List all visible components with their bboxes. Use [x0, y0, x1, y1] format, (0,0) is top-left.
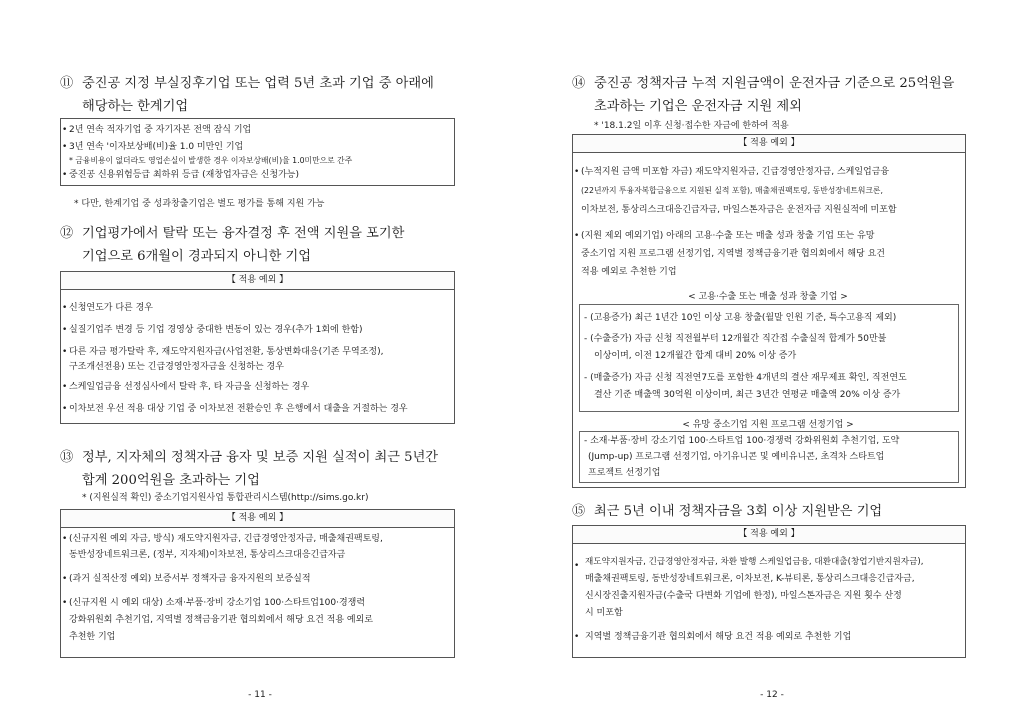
section-12-box [60, 271, 455, 424]
box-line: 중진공 신용위험등급 최하위 등급 (재창업자금은 신청가능) [69, 170, 299, 180]
list-item-continued: 이차보전, 통상리스크대응긴급자금, 마일스톤자금은 운전자금 지원실적에 미포함 [581, 205, 897, 215]
section-number: ⑮ [572, 504, 586, 519]
sub-item-continued: 프로젝트 선정기업 [588, 468, 661, 478]
box-title: 【 적용 예외 】 [61, 510, 454, 528]
section-title-line-1: 정부, 지자체의 정책자금 융자 및 보증 지원 실적이 최근 5년간 [82, 450, 439, 465]
section-title-line-1: 최근 5년 이내 정책자금을 3회 이상 지원받은 기업 [594, 504, 883, 519]
page-12 [572, 0, 972, 724]
bullet-icon: • [62, 125, 68, 135]
list-item: 이차보전 우선 적용 대상 기업 중 이차보전 전환승인 후 은행에서 대출을 거절하는 경우 [69, 404, 408, 414]
section-11-note: * 다만, 한계기업 중 성과창출기업은 별도 평가를 통해 지원 가능 [74, 199, 325, 209]
sub-item: - (매출증가) 자금 신청 직전연7도를 포함한 4개년의 결산 재무제표 확인, 직전연도 [584, 373, 907, 383]
bullet-icon: • [62, 382, 68, 392]
list-item-continued: 중소기업 지원 프로그램 선정기업, 지역별 정책금융기관 협의회에서 해당 요건 [581, 249, 885, 259]
sub-box-2 [579, 431, 959, 483]
section-title-line-2: 기업으로 6개월이 경과되지 아니한 기업 [82, 249, 311, 264]
box-line: 3년 연속 '이자보상배(비)율 1.0 미만인 기업 [69, 142, 244, 152]
section-title-line-1: 중진공 지정 부실징후기업 또는 업력 5년 초과 기업 중 아래에 [82, 76, 434, 91]
list-item: (누적지원 금액 미포함 자금) 재도약지원자금, 긴급경영안정자금, 스케일업금융 [581, 167, 890, 177]
bullet-icon: • [574, 561, 580, 571]
section-title-line-2: 초과하는 기업은 운전자금 지원 제외 [594, 99, 802, 114]
section-title-line-2: 해당하는 한계기업 [82, 99, 189, 114]
page-11 [60, 0, 460, 724]
list-item-continued: 시 미포함 [585, 608, 623, 618]
section-number: ⑪ [60, 76, 74, 91]
bullet-icon: • [62, 142, 68, 152]
list-item-continued: 신시장진출지원자금(수출국 다변화 기업에 한정), 마일스톤자금은 지원 횟수 산정 [585, 591, 902, 601]
section-11-heading [60, 72, 460, 118]
sub-item: - 소재·부품·장비 강소기업 100·스타트업 100·경쟁력 강화위원회 추천기업, 도약 [584, 436, 900, 446]
bullet-icon: • [62, 347, 68, 357]
bullet-icon: • [62, 404, 68, 414]
section-14-heading [572, 72, 972, 118]
list-item-continued: 추천한 기업 [69, 632, 116, 642]
section-title-line-2: 합계 200억원을 초과하는 기업 [82, 473, 260, 488]
list-item-continued: 동반성장네트워크론, (정부, 지자체)이차보전, 통상리스크대응긴급자금 [69, 550, 346, 560]
section-number: ⑬ [60, 450, 74, 465]
section-14-box [572, 134, 966, 488]
list-item-continued: 강화위원회 추천기업, 지역별 정책금융기관 협의회에서 해당 요건 적용 예외로 [69, 615, 373, 625]
section-12-heading [60, 222, 460, 268]
list-item: 스케일업금융 선정심사에서 탈락 후, 타 자금을 신청하는 경우 [69, 382, 310, 392]
sub-item-continued: (Jump-up) 프로그램 선정기업, 아기유니콘 및 예비유니콘, 초격차 스타트업 [588, 452, 885, 462]
page-number: - 12 - [760, 690, 784, 700]
sub-item-continued: 이상이며, 이전 12개월간 합계 대비 20% 이상 증가 [594, 351, 797, 361]
bullet-icon: • [574, 231, 580, 241]
list-item: 신청연도가 다른 경우 [69, 303, 153, 313]
bullet-icon: • [574, 167, 580, 177]
bullet-icon: • [62, 534, 68, 544]
list-item: 실질기업주 변경 등 기업 경영상 중대한 변동이 있는 경우(추가 1회에 한함) [69, 325, 363, 335]
bullet-icon: • [62, 170, 68, 180]
sub-box-2-title-row [579, 415, 957, 431]
bullet-icon: • [62, 598, 68, 608]
section-number: ⑭ [572, 76, 586, 91]
sub-box-title: < 유망 중소기업 지원 프로그램 선정기업 > [682, 420, 854, 430]
section-title-line-1: 기업평가에서 탈락 또는 융자결정 후 전액 지원을 포기한 [82, 226, 405, 241]
section-15-heading [572, 500, 972, 523]
section-15-box [572, 525, 966, 658]
list-item-continued: (22년까지 투융자복합금융으로 지원된 실적 포함), 매출채권팩토링, 동반성장네트워크론, [581, 186, 883, 195]
list-item: (신규지원 시 예외 대상) 소재·부품·장비 강소기업 100·스타트업100·경쟁력 [69, 598, 366, 608]
list-item: 다른 자금 평가탈락 후, 재도약지원자금(사업전환, 통상변화대응(기존 무역조정), [69, 347, 384, 357]
list-item-continued: 매출채권팩토링, 동반성장네트워크론, 이차보전, K-뷰티론, 통상리스크대응긴급자금, [585, 574, 915, 584]
list-item: (지원 제외 예외기업) 아래의 고용·수출 또는 매출 성과 창출 기업 또는 유망 [581, 231, 875, 241]
sub-item-continued: 결산 기준 매출액 30억원 이상이며, 최근 3년간 연평균 매출액 20% 이상 증가 [594, 390, 901, 400]
section-number: ⑫ [60, 226, 74, 241]
box-line: 2년 연속 적자기업 중 자기자본 전액 잠식 기업 [69, 125, 252, 135]
section-title-line-1: 중진공 정책자금 누적 지원금액이 운전자금 기준으로 25억원을 [594, 76, 955, 91]
list-item-continued: 구조개선전용) 또는 긴급경영안정자금을 신청하는 경우 [69, 362, 284, 372]
page-number: - 11 - [248, 690, 272, 700]
box-title: 【 적용 예외 】 [61, 272, 454, 290]
bullet-icon: • [62, 303, 68, 313]
list-item-continued: 적용 예외로 추천한 기업 [581, 267, 677, 277]
section-13-heading [60, 446, 460, 492]
bullet-icon: • [62, 325, 68, 335]
section-13-note: * (지원실적 확인) 중소기업지원사업 통합관리시스템(http://sims.go.kr) [82, 493, 369, 503]
box-title: 【 적용 예외 】 [573, 135, 965, 153]
section-14-note: * '18.1.2일 이후 신청·접수한 자금에 한하여 적용 [594, 121, 789, 131]
sub-box-1 [579, 304, 959, 412]
sub-box-title: < 고용·수출 또는 매출 성과 창출 기업 > [688, 292, 848, 302]
list-item: (신규지원 예외 자금, 방식) 재도약지원자금, 긴급경영안정자금, 매출채권팩토링, [69, 534, 383, 544]
section-13-box [60, 509, 455, 658]
sub-item: - (수출증가) 자금 신청 직전월부터 12개월간 직간접 수출실적 합계가 50만불 [584, 334, 887, 344]
bullet-icon: • [574, 632, 580, 642]
sub-item: - (고용증가) 최근 1년간 10인 이상 고용 창출(월말 인원 기준, 특수고용직 제외) [584, 313, 897, 323]
box-footnote: * 금융비용이 없더라도 영업손실이 발생한 경우 이자보상배(비)율 1.0미만으로 간주 [69, 156, 353, 165]
sub-box-1-title-row [579, 287, 957, 304]
section-11-box [60, 118, 455, 186]
list-item: 지역별 정책금융기관 협의회에서 해당 요건 적용 예외로 추천한 기업 [585, 632, 852, 642]
box-title: 【 적용 예외 】 [573, 526, 965, 544]
list-item: (과거 실적산정 예외) 보증서부 정책자금 융자지원의 보증실적 [69, 574, 311, 584]
bullet-icon: • [62, 574, 68, 584]
list-item: 재도약지원자금, 긴급경영안정자금, 차환 발행 스케일업금융, 대환대출(창업기반지원자금), [585, 557, 924, 567]
